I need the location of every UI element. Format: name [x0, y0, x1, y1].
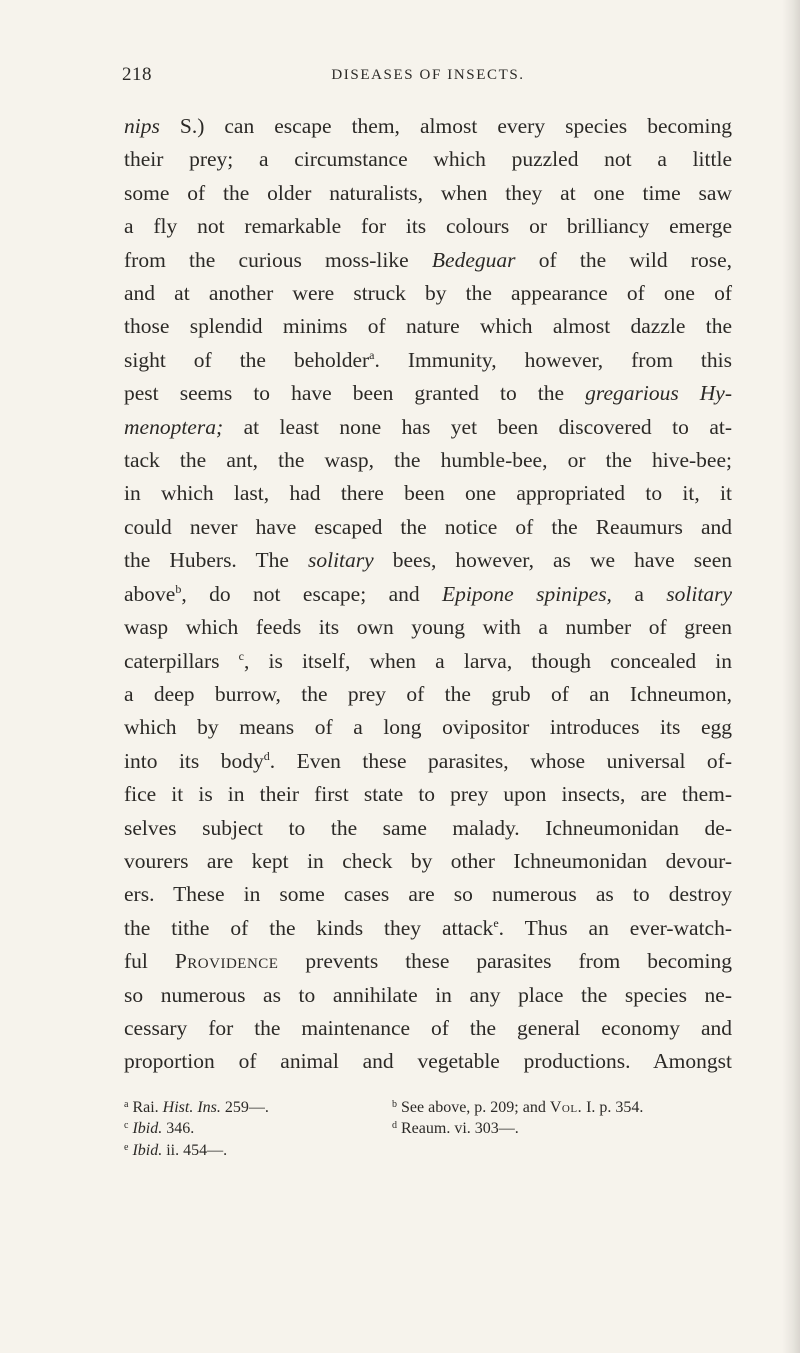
- text-line-7: those splendid minims of nature which almost dazzle the: [124, 314, 732, 339]
- text-line-14: the Hubers. The solitary bees, however, as we have seen: [124, 548, 732, 573]
- running-head: [124, 64, 732, 90]
- footnote-b: $^b$ See above, p. 209; and Vol. I. p. 354.: [392, 1098, 644, 1116]
- text-line-2: their prey; a circumstance which puzzled not a little: [124, 147, 732, 172]
- footnote-ref-c: c: [238, 648, 244, 663]
- footnote-ref-d: d: [263, 748, 270, 763]
- text-line-18: a deep burrow, the prey of the grub of an Ichneumon,: [124, 681, 732, 706]
- text-line-16: wasp which feeds its own young with a number of green: [124, 615, 732, 640]
- footnote-ref-b: b: [175, 581, 182, 596]
- footnotes: [124, 1097, 732, 1162]
- body-text: [124, 110, 732, 1079]
- text-line-24: ers. These in some cases are so numerous as to destroy: [124, 882, 732, 907]
- text-line-4: a fly not remarkable for its colours or brilliancy emerge: [124, 214, 732, 239]
- running-title: DISEASES OF INSECTS.: [331, 67, 525, 83]
- footnote-d: $^d$ Reaum. vi. 303—.: [392, 1120, 519, 1138]
- text-line-8: sight of the beholder$^a$. Immunity, however, from this: [124, 347, 732, 372]
- text-line-22: selves subject to the same malady. Ichneumonidan de-: [124, 815, 732, 840]
- text-line-3: some of the older naturalists, when they at one time saw: [124, 180, 732, 205]
- text-line-11: tack the ant, the wasp, the humble-bee, or the hive-bee;: [124, 448, 732, 473]
- text-line-21: fice it is in their first state to prey upon insects, are them-: [124, 782, 732, 807]
- text-line-25: the tithe of the kinds they attack$^e$. Thus an ever-watch-: [124, 915, 732, 940]
- footnote-ref-a: a: [369, 347, 375, 362]
- text-line-28: cessary for the maintenance of the general economy and: [124, 1015, 732, 1040]
- text-line-10: menoptera; at least none has yet been discovered to at-: [124, 414, 732, 439]
- footnote-c: $^c$ Ibid. 346.: [124, 1120, 195, 1138]
- footnote-e: $^e$ Ibid. ii. 454—.: [124, 1141, 228, 1159]
- text-line-12: in which last, had there been one appropriated to it, it: [124, 481, 732, 506]
- page-edge-shadow: [782, 0, 800, 1353]
- footnote-a: $^a$ Rai. Hist. Ins. 259—.: [124, 1098, 269, 1116]
- text-line-27: so numerous as to annihilate in any place the species ne-: [124, 982, 732, 1007]
- text-line-5: from the curious moss-like Bedeguar of the wild rose,: [124, 247, 732, 272]
- text-line-15: above$^b$, do not escape; and Epipone spinipes, a solitary: [124, 581, 732, 606]
- footnote-ref-e: e: [493, 915, 499, 930]
- text-line-6: and at another were struck by the appearance of one of: [124, 281, 732, 306]
- text-line-17: caterpillars $^c$, is itself, when a larva, though concealed in: [124, 648, 732, 673]
- text-line-26: ful Providence prevents these parasites from becoming: [124, 949, 732, 974]
- text-line-9: pest seems to have been granted to the gregarious Hy-: [124, 381, 732, 406]
- text-line-20: into its body$^d$. Even these parasites, whose universal of-: [124, 748, 733, 773]
- text-line-23: vourers are kept in check by other Ichneumonidan devour-: [124, 848, 732, 873]
- text-line-1: nips S.) can escape them, almost every species becoming: [124, 114, 732, 138]
- text-line-29: proportion of animal and vegetable productions. Amongst: [124, 1049, 732, 1074]
- page-number: 218: [122, 64, 152, 85]
- text-line-19: which by means of a long ovipositor introduces its egg: [124, 715, 732, 740]
- text-line-13: could never have escaped the notice of the Reaumurs and: [124, 514, 732, 539]
- book-page: [124, 64, 732, 1161]
